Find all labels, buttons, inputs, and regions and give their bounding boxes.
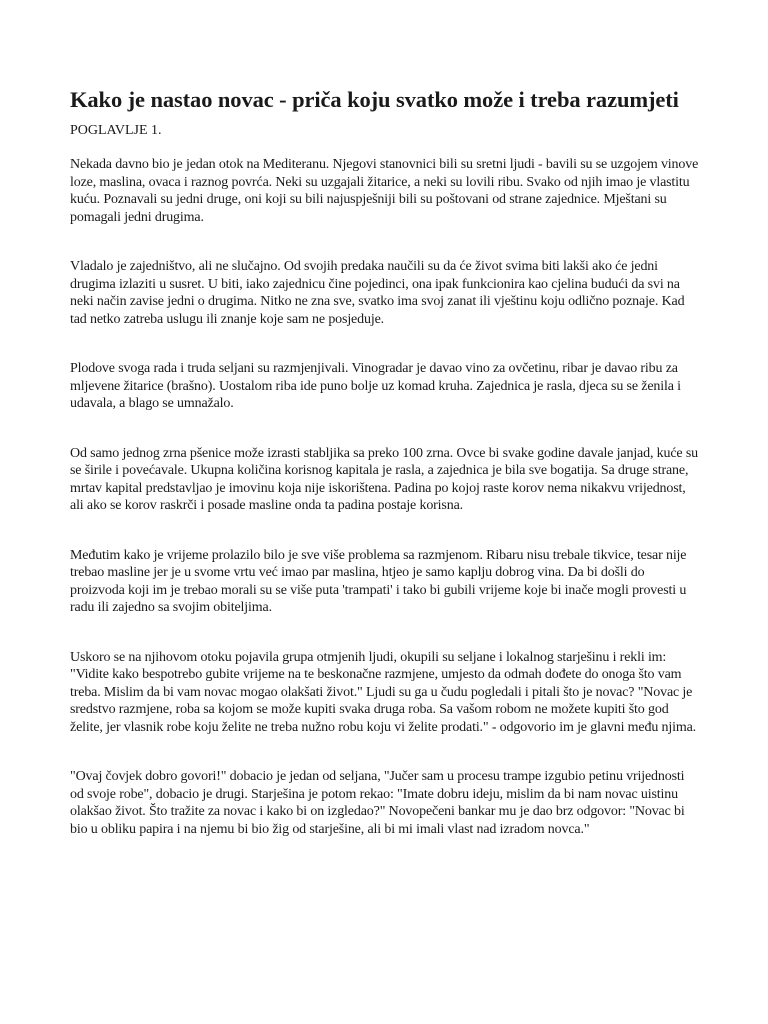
paragraph-4: Od samo jednog zrna pšenice može izrasti stabljika sa preko 100 zrna. Ovce bi svake godine davale janjad, kuće su se širile i povećavale. Ukupna količina korisnog kapitala je rasla, a zajednica je bila sve bogatija. Sa druge strane, mrtav kapital predstavljao je imovinu koja nije iskorištena. Padina po kojoj raste korov nema nikakvu vrijednost, ali ako se korov raskrči i posade masline onda ta padina postaje korisna. (70, 445, 698, 513)
paragraph-3: Plodove svoga rada i truda seljani su razmjenjivali. Vinogradar je davao vino za ovčetinu, ribar je davao ribu za mljevene žitarice (brašno). Uostalom riba ide puno bolje uz komad kruha. Zajednica je rasla, djeca su se ženila i udavala, a blago se umnažalo. (70, 361, 681, 411)
document-title: Kako je nastao novac - priča koju svatko može i treba razumjeti (70, 87, 679, 112)
chapter-heading: POGLAVLJE 1. (70, 123, 162, 138)
paragraph-1: Nekada davno bio je jedan otok na Mediteranu. Njegovi stanovnici bili su sretni ljudi - bavili su se uzgojem vinove loze, maslina, ovaca i raznog povrća. Neki su uzgajali žitarice, a neki su lovili ribu. Svako od njih imao je vlastitu kuću. Poznavali su jedni druge, oni koji su bili najuspješniji bili su poštovani od strane zajednice. Mještani su pomagali jedni drugima. (70, 157, 699, 225)
paragraph-6: Uskoro se na njihovom otoku pojavila grupa otmjenih ljudi, okupili su seljane i lokalnog starješinu i rekli im: "Vidite kako bespotrebo gubite vrijeme na te beskonačne razmjene, umjesto da odmah dođete do onoga što vam treba. Mislim da bi vam novac mogao olakšati život." Ljudi su ga u čudu pogledali i pitali što je novac? "Novac je sredstvo razmjene, roba sa kojom se može kupiti svaka druga roba. Sa vašom robom ne možete kupiti što god želite, jer vlasnik robe koju želite ne treba nužno robu koju vi želite prodati." - odgovorio im je glavni među njima. (70, 649, 696, 735)
paragraph-7: "Ovaj čovjek dobro govori!" dobacio je jedan od seljana, "Jučer sam u procesu trampe izgubio petinu vrijednosti od svoje robe", dobacio je drugi. Starješina je potom rekao: "Imate dobru ideju, mislim da bi nam novac uistinu olakšao život. Što tražite za novac i kako bi on izgledao?" Novopečeni bankar mu je dao brz odgovor: "Novac bi bio u obliku papira i na njemu bi bio žig od starješine, ali bi mi imali vlast nad izradom novca." (70, 769, 685, 837)
document-page (70, 84, 700, 838)
paragraph-2: Vladalo je zajedništvo, ali ne slučajno. Od svojih predaka naučili su da će život svima biti lakši ako će jedni drugima izlaziti u susret. U biti, iako zajednicu čine pojedinci, ona ipak funkcionira kao cjelina budući da svi na neki način zavise jedni o drugima. Nitko ne zna sve, svatko ima svoj zanat ili vještinu koju odlično poznaje. Kad tad netko zatreba uslugu ili znanje koje sam ne posjeduje. (70, 259, 685, 327)
paragraph-5: Međutim kako je vrijeme prolazilo bilo je sve više problema sa razmjenom. Ribaru nisu trebale tikvice, tesar nije trebao masline jer je u svome vrtu već imao par maslina, htjeo je samo kaplju dobrog vina. Da bi došli do proizvoda koji im je trebao morali su se više puta 'trampati' i tako bi gubili vrijeme koje bi inače mogli provesti u radu ili zajedno sa svojim obiteljima. (70, 547, 687, 615)
